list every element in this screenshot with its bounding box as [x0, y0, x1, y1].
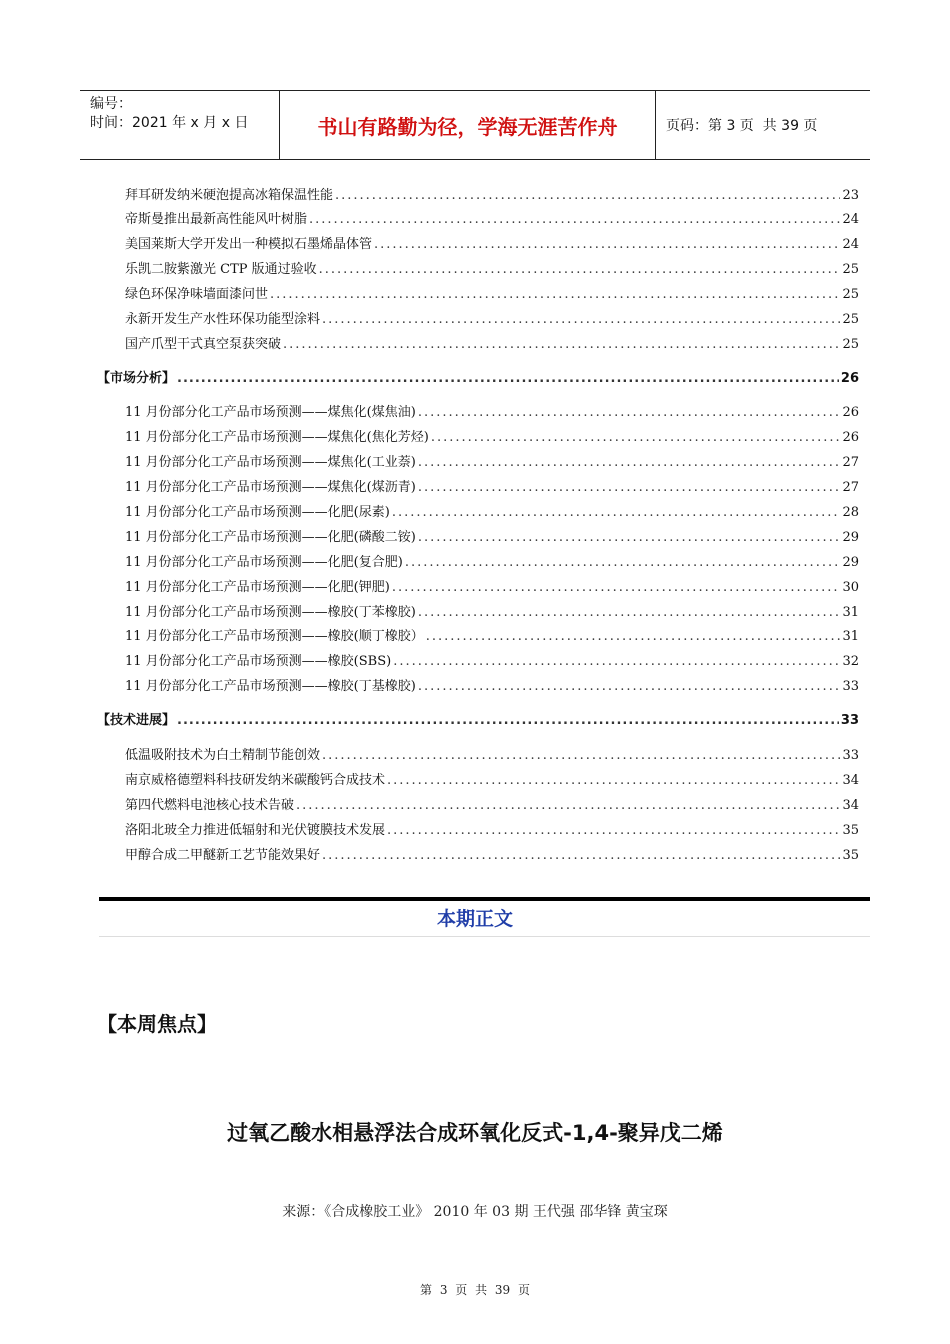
toc-leader-dots — [418, 677, 841, 697]
toc-entry[interactable]: 国产爪型干式真空泵获突破 ..... 25 — [125, 335, 859, 355]
toc-leader-dots — [374, 235, 840, 255]
toc-section-tech[interactable]: 【技术进展】 ..... 33 — [97, 711, 859, 731]
toc-leader-dots — [322, 310, 840, 330]
toc-leader-dots — [177, 711, 839, 731]
toc-entry[interactable]: 南京威格德塑料科技研发纳米碳酸钙合成技术 ..... 34 — [125, 771, 859, 791]
article-source: 来源：《合成橡胶工业》 2010 年 03 期 王代强 邵华锋 黄宝琛 — [282, 1204, 668, 1220]
toc-leader-dots — [418, 403, 841, 423]
toc-entry[interactable]: 第四代燃料电池核心技术告破 ..... 34 — [125, 796, 859, 816]
toc-entry[interactable]: 11 月份部分化工产品市场预测——煤焦化(煤沥青) ..... 27 — [125, 478, 859, 498]
toc-page-number: 35 — [842, 823, 859, 838]
body-heading: 本期正文 — [436, 908, 513, 930]
section-focus-heading: 【本周焦点】 — [97, 1012, 217, 1036]
toc-leader-dots — [426, 627, 841, 647]
toc-leader-dots — [296, 796, 840, 816]
toc-leader-dots — [418, 453, 841, 473]
toc-section-market[interactable]: 【市场分析】 ..... 26 — [97, 369, 859, 389]
toc-entry[interactable]: 11 月份部分化工产品市场预测——化肥(复合肥) ..... 29 — [125, 553, 859, 573]
toc-entry[interactable]: 11 月份部分化工产品市场预测——橡胶(顺丁橡胶） ..... 31 — [125, 627, 859, 647]
toc-page-number: 27 — [842, 455, 859, 470]
toc-page-number: 25 — [842, 262, 859, 277]
toc-entry[interactable]: 11 月份部分化工产品市场预测——橡胶(SBS) ..... 32 — [125, 652, 859, 672]
toc-page-number: 25 — [842, 287, 859, 302]
toc-entry[interactable]: 11 月份部分化工产品市场预测——化肥(尿素) ..... 28 — [125, 503, 859, 523]
toc-entry[interactable]: 11 月份部分化工产品市场预测——橡胶(丁基橡胶) ..... 33 — [125, 677, 859, 697]
toc-page-number: 30 — [842, 580, 859, 595]
toc-page-number: 24 — [842, 237, 859, 252]
toc-page-number: 28 — [842, 505, 859, 520]
toc-leader-dots — [418, 528, 841, 548]
toc-leader-dots — [405, 553, 841, 573]
header-meta — [80, 91, 280, 159]
toc-leader-dots — [387, 771, 840, 791]
toc-leader-dots — [322, 746, 840, 766]
toc-leader-dots — [322, 846, 840, 866]
toc-leader-dots — [335, 186, 840, 206]
doc-number-label: 编号： — [90, 96, 132, 112]
toc-page-number: 23 — [842, 188, 859, 203]
toc-entry[interactable]: 帝斯曼推出最新高性能风叶树脂 ..... 24 — [125, 210, 859, 230]
toc-leader-dots — [392, 578, 841, 598]
toc-page-number: 26 — [842, 405, 859, 420]
section-divider-thick — [99, 897, 870, 901]
toc-leader-dots — [387, 821, 840, 841]
toc-page-number: 26 — [842, 430, 859, 445]
toc-page-number: 29 — [842, 530, 859, 545]
toc-page-number: 31 — [842, 629, 859, 644]
page-header — [80, 90, 870, 160]
toc-entry[interactable]: 乐凯二胺紫激光 CTP 版通过验收 ..... 25 — [125, 260, 859, 280]
toc-page-number: 33 — [842, 748, 859, 763]
toc-entry[interactable]: 甲醇合成二甲醚新工艺节能效果好 ..... 35 — [125, 846, 859, 866]
toc-entry[interactable]: 美国莱斯大学开发出一种模拟石墨烯晶体管 ..... 24 — [125, 235, 859, 255]
article-title: 过氧乙酸水相悬浮法合成环氧化反式-1,4-聚异戊二烯 — [227, 1121, 723, 1145]
toc-leader-dots — [392, 503, 841, 523]
toc-page-number: 24 — [842, 212, 859, 227]
toc-entry[interactable]: 低温吸附技术为白土精制节能创效 ..... 33 — [125, 746, 859, 766]
toc-entry[interactable]: 洛阳北玻全力推进低辐射和光伏镀膜技术发展 ..... 35 — [125, 821, 859, 841]
toc-leader-dots — [283, 335, 840, 355]
toc-page-number: 33 — [842, 679, 859, 694]
toc-entry[interactable]: 永新开发生产水性环保功能型涂料 ..... 25 — [125, 310, 859, 330]
toc-leader-dots — [393, 652, 840, 672]
doc-date-label: 时间：2021 年 x 月 x 日 — [90, 115, 249, 131]
toc-entry[interactable]: 11 月份部分化工产品市场预测——煤焦化(煤焦油) ..... 26 — [125, 403, 859, 423]
header-motto: 书山有路勤为径，学海无涯苦作舟 — [280, 91, 656, 159]
section-divider-thin — [99, 936, 870, 937]
header-page-label: 页码：第 3 页 共 39 页 — [666, 118, 818, 134]
toc-entry[interactable]: 11 月份部分化工产品市场预测——化肥(钾肥) ..... 30 — [125, 578, 859, 598]
toc-page-number: 29 — [842, 555, 859, 570]
toc-page-number: 32 — [842, 654, 859, 669]
header-page-info — [656, 91, 870, 159]
toc-entry[interactable]: 绿色环保净味墙面漆问世 ..... 25 — [125, 285, 859, 305]
toc-entry[interactable]: 拜耳研发纳米硬泡提高冰箱保温性能 ..... 23 — [125, 186, 859, 206]
toc-entry[interactable]: 11 月份部分化工产品市场预测——煤焦化(工业萘) ..... 27 — [125, 453, 859, 473]
toc-entry[interactable]: 11 月份部分化工产品市场预测——煤焦化(焦化芳烃) ..... 26 — [125, 428, 859, 448]
toc-page-number: 31 — [842, 605, 859, 620]
toc-leader-dots — [177, 369, 839, 389]
toc-page-number: 27 — [842, 480, 859, 495]
toc-page-number: 25 — [842, 312, 859, 327]
toc-page-number: 26 — [840, 371, 859, 386]
toc-page-number: 33 — [840, 713, 859, 728]
toc-leader-dots — [309, 210, 840, 230]
toc-leader-dots — [319, 260, 841, 280]
toc-entry[interactable]: 11 月份部分化工产品市场预测——化肥(磷酸二铵) ..... 29 — [125, 528, 859, 548]
toc-page-number: 35 — [842, 848, 859, 863]
toc-leader-dots — [418, 478, 841, 498]
toc-leader-dots — [431, 428, 841, 448]
toc-leader-dots — [418, 603, 841, 623]
toc-page-number: 34 — [842, 773, 859, 788]
page-footer: 第 3 页 共 39 页 — [420, 1283, 530, 1297]
toc-page-number: 34 — [842, 798, 859, 813]
toc-leader-dots — [270, 285, 840, 305]
toc-page-number: 25 — [842, 337, 859, 352]
toc-entry[interactable]: 11 月份部分化工产品市场预测——橡胶(丁苯橡胶) ..... 31 — [125, 603, 859, 623]
